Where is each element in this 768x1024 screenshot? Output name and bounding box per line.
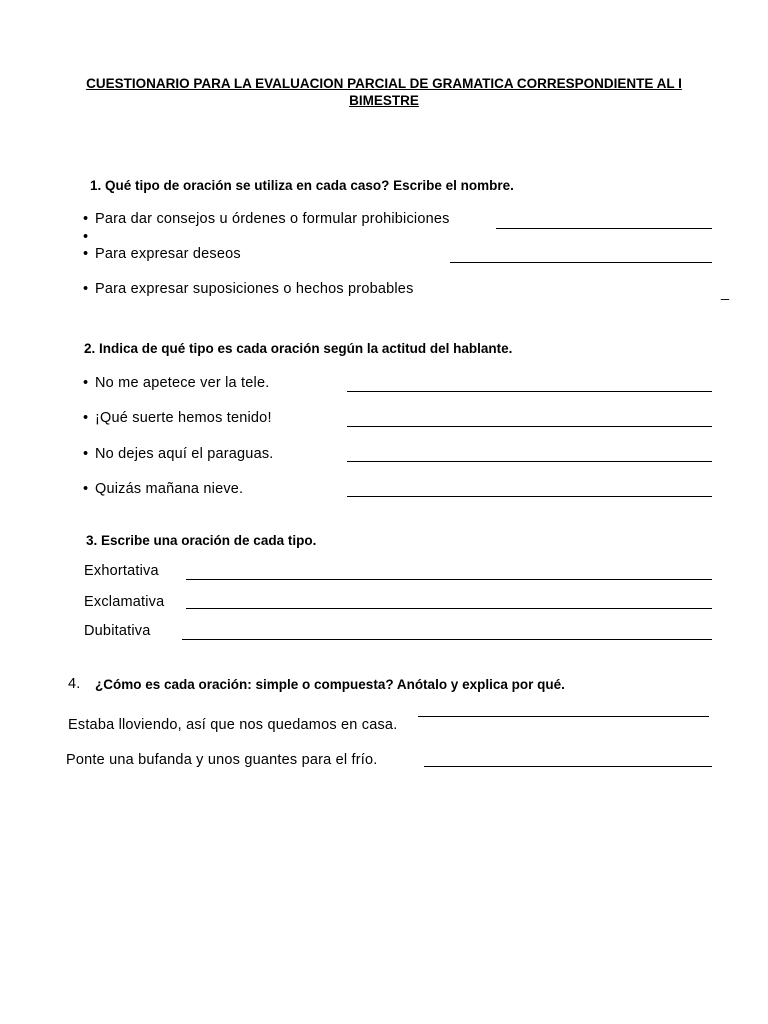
question-3-heading: 3. Escribe una oración de cada tipo. (86, 533, 317, 548)
q2-item-4 (83, 481, 243, 497)
title-line-1: CUESTIONARIO PARA LA EVALUACION PARCIAL DE GRAMATICA CORRESPONDIENTE AL I (86, 76, 682, 91)
q2-item-3 (83, 446, 274, 462)
q2-item-3-text: No dejes aquí el paraguas. (95, 446, 274, 462)
q2-item-2 (83, 410, 272, 426)
q1-answer-line-2[interactable] (450, 262, 712, 263)
q2-item-2-text: ¡Qué suerte hemos tenido! (95, 410, 272, 426)
q1-item-1 (83, 211, 450, 227)
q4-answer-line-1[interactable] (418, 716, 709, 717)
question-4-heading: ¿Cómo es cada oración: simple o compuesta? Anótalo y explica por qué. (95, 677, 565, 692)
q1-answer-line-1[interactable] (496, 228, 712, 229)
q2-answer-line-2[interactable] (347, 426, 712, 427)
bullet: • (83, 246, 89, 262)
q1-item-1-text: Para dar consejos u órdenes o formular prohibiciones (95, 211, 450, 227)
question-4-number: 4. (68, 676, 81, 692)
q1-item-3-text: Para expresar suposiciones o hechos probables (95, 281, 414, 297)
q4-item-2: Ponte una bufanda y unos guantes para el frío. (66, 752, 378, 768)
q3-answer-line-3[interactable] (182, 639, 712, 640)
q1-item-3 (83, 281, 414, 297)
question-2-heading: 2. Indica de qué tipo es cada oración según la actitud del hablante. (84, 341, 513, 356)
q3-item-exclamativa: Exclamativa (84, 594, 165, 610)
bullet: • (83, 375, 89, 391)
bullet: • (83, 229, 89, 245)
title-line-2: BIMESTRE (349, 93, 419, 108)
q4-item-1: Estaba lloviendo, así que nos quedamos en casa. (68, 717, 398, 733)
q1-trailing-mark: _ (721, 285, 730, 301)
q1-item-2 (83, 246, 241, 262)
bullet: • (83, 281, 89, 297)
q1-item-empty (83, 229, 95, 245)
document-title (30, 75, 738, 109)
bullet: • (83, 481, 89, 497)
q2-answer-line-1[interactable] (347, 391, 712, 392)
q2-item-1-text: No me apetece ver la tele. (95, 375, 270, 391)
q2-item-4-text: Quizás mañana nieve. (95, 481, 244, 497)
bullet: • (83, 410, 89, 426)
q3-item-exhortativa: Exhortativa (84, 563, 159, 579)
q2-answer-line-4[interactable] (347, 496, 712, 497)
q2-item-1 (83, 375, 269, 391)
q3-item-dubitativa: Dubitativa (84, 623, 151, 639)
q3-answer-line-2[interactable] (186, 608, 712, 609)
bullet: • (83, 211, 89, 227)
q4-answer-line-2[interactable] (424, 766, 712, 767)
q2-answer-line-3[interactable] (347, 461, 712, 462)
question-1-heading: 1. Qué tipo de oración se utiliza en cada caso? Escribe el nombre. (90, 178, 514, 193)
q1-item-2-text: Para expresar deseos (95, 246, 241, 262)
bullet: • (83, 446, 89, 462)
q3-answer-line-1[interactable] (186, 579, 712, 580)
